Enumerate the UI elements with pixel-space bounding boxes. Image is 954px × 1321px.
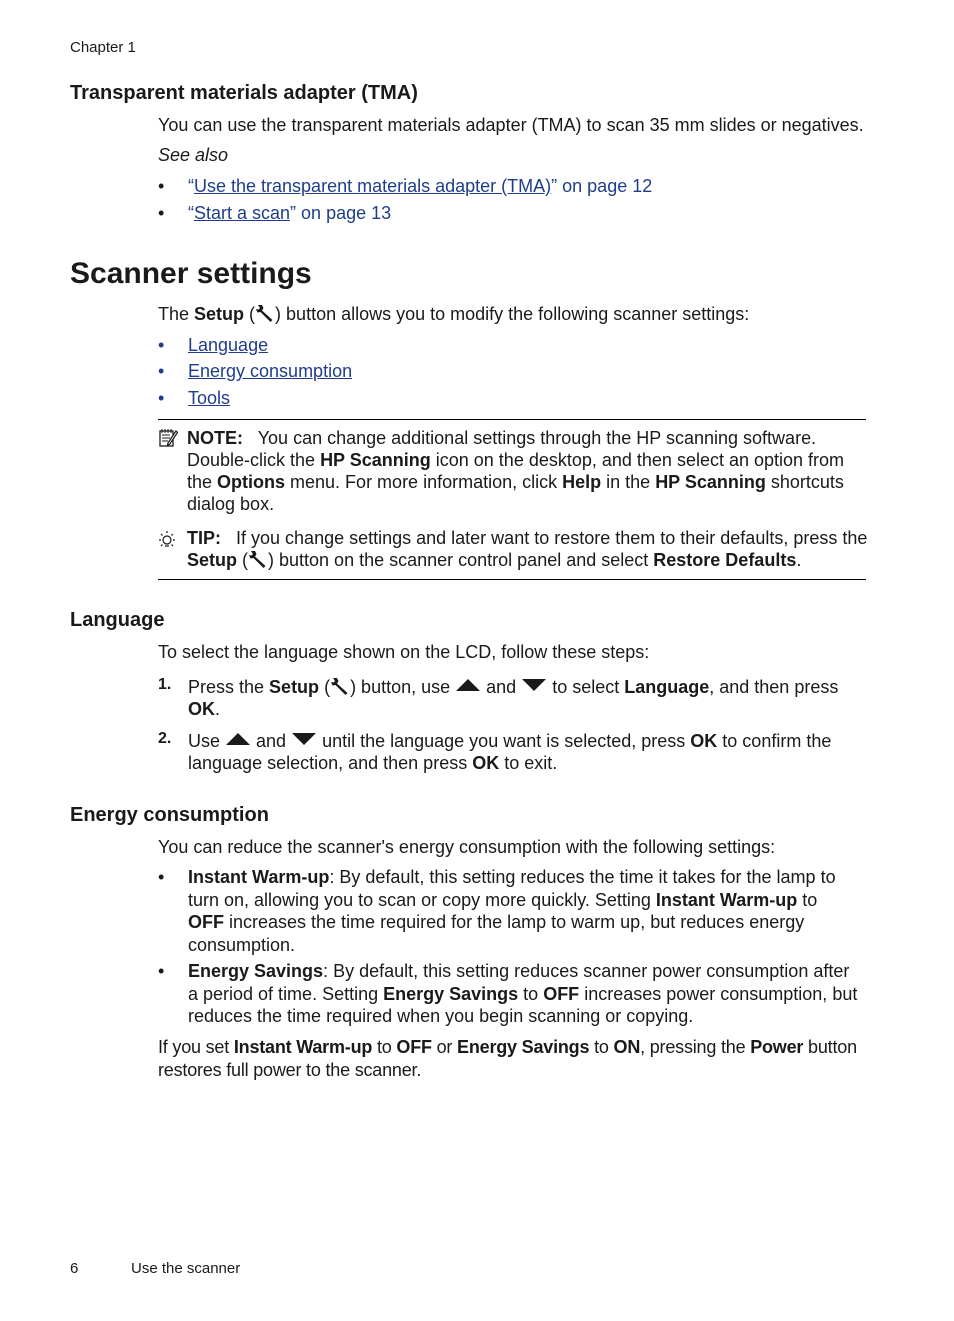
settings-intro: The Setup ( ) button allows you to modify the following scanner settings: xyxy=(158,304,750,324)
bullet: • xyxy=(158,176,165,196)
language-heading: Language xyxy=(70,609,165,631)
divider xyxy=(158,419,866,420)
note-icon xyxy=(158,428,178,448)
quote-open: “ xyxy=(188,203,194,223)
tma-heading: Transparent materials adapter (TMA) xyxy=(70,82,418,104)
link-energy-consumption[interactable]: Energy consumption xyxy=(188,361,353,381)
bullet: • xyxy=(158,335,165,355)
scanner-settings-title: Scanner settings xyxy=(70,257,312,290)
quote-open: “ xyxy=(188,176,194,196)
wrench-icon xyxy=(255,303,275,323)
chapter-header: Chapter 1 xyxy=(70,39,136,56)
link-tools[interactable]: Tools xyxy=(188,388,231,408)
energy-closing: If you set Instant Warm-up to OFF or Energy Savings to ON, pressing the Power button restores full power to the scanner. xyxy=(158,1037,857,1080)
energy-heading: Energy consumption xyxy=(70,804,269,826)
link-start-scan[interactable]: Start a scan xyxy=(194,203,291,223)
tip-label: TIP: xyxy=(187,528,221,548)
energy-intro: You can reduce the scanner's energy consumption with the following settings: xyxy=(158,837,776,857)
bullet: • xyxy=(158,361,165,381)
divider xyxy=(158,579,866,580)
note-text: NOTE: You can change additional settings through the HP scanning software. Double-click the HP Scanning icon on the desktop, and then select an option from the Options menu. For more information, click Help in the HP Scanning shortcuts dialog box. xyxy=(187,428,845,514)
note-label: NOTE: xyxy=(187,428,243,448)
wrench-icon xyxy=(330,676,350,696)
link-use-tma[interactable]: Use the transparent materials adapter (TMA) xyxy=(194,176,552,196)
bullet: • xyxy=(158,867,165,887)
step-number: 1. xyxy=(158,676,172,693)
bullet: • xyxy=(158,388,165,408)
link-language[interactable]: Language xyxy=(188,335,269,355)
see-also-label: See also xyxy=(158,145,229,165)
wrench-icon xyxy=(248,549,268,569)
lightbulb-icon xyxy=(157,530,177,552)
see-also-item-tma xyxy=(188,175,868,197)
up-arrow-icon xyxy=(455,678,481,692)
up-arrow-icon xyxy=(225,732,251,746)
page-ref: ” on page 13 xyxy=(290,203,392,223)
step-number: 2. xyxy=(158,730,172,747)
tip-text: TIP: If you change settings and later want to restore them to their defaults, press the Setup ( ) button on the scanner control panel and select Restore Defaults. xyxy=(187,528,868,570)
footer-section: Use the scanner xyxy=(131,1260,241,1277)
step-1: Press the Setup ( ) button, use and to select Language, and then press OK. xyxy=(188,677,839,719)
energy-item-warmup: Instant Warm-up: By default, this setting reduces the time it takes for the lamp to turn on, allowing you to scan or copy more quickly. Setting Instant Warm-up to OFF increases the time required for the lamp to warm up, but reduces energy consumption. xyxy=(188,867,836,955)
tma-intro: You can use the transparent materials adapter (TMA) to scan 35 mm slides or negatives. xyxy=(158,115,864,135)
language-intro: To select the language shown on the LCD, follow these steps: xyxy=(158,642,650,662)
page-number: 6 xyxy=(70,1260,79,1277)
bullet: • xyxy=(158,203,165,223)
bullet: • xyxy=(158,961,165,981)
step-2: Use and until the language you want is selected, press OK to confirm the language selection, and then press OK to exit. xyxy=(188,731,832,773)
page-ref: ” on page 12 xyxy=(551,176,653,196)
down-arrow-icon xyxy=(521,678,547,692)
see-also-item-scan xyxy=(188,202,868,224)
energy-item-savings: Energy Savings: By default, this setting reduces scanner power consumption after a period of time. Setting Energy Savings to OFF increases power consumption, but reduces the time required when you begin scanning or copying. xyxy=(188,961,858,1027)
down-arrow-icon xyxy=(291,732,317,746)
